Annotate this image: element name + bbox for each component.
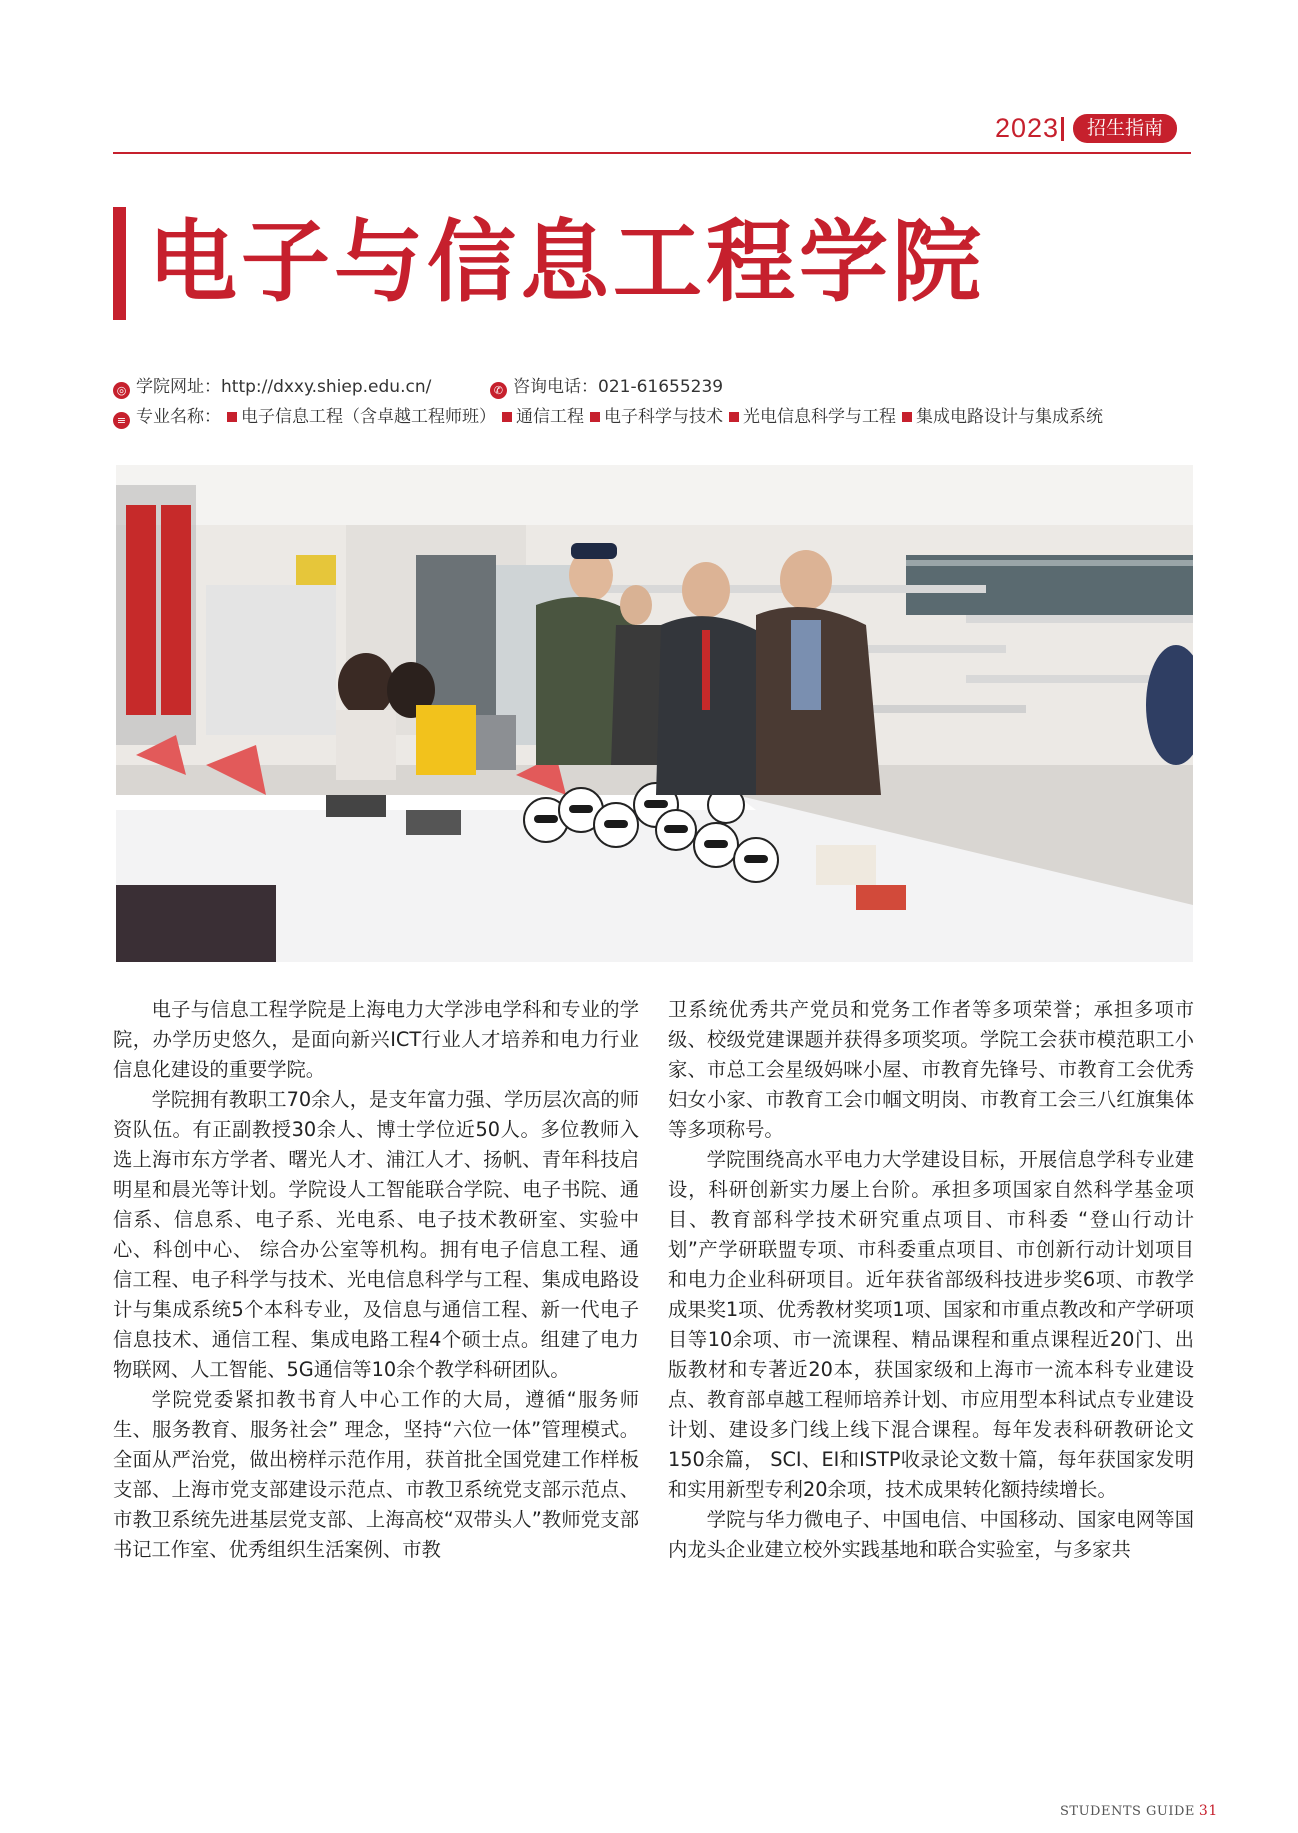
major-item: 电子信息工程（含卓越工程师班） — [241, 407, 496, 427]
footer-label: STUDENTS GUIDE — [1060, 1804, 1195, 1819]
page-title: 电子与信息工程学院 — [148, 209, 985, 314]
page-number: 31 — [1198, 1803, 1218, 1819]
major-item: 电子科学与技术 — [604, 407, 723, 427]
header-rule — [113, 152, 1191, 154]
bullet-square — [902, 412, 912, 422]
page-footer — [1060, 1803, 1218, 1819]
paragraph-5: 学院与华力微电子、中国电信、中国移动、国家电网等国内龙头企业建立校外实践基地和联合实验室，与多家共 — [668, 1508, 1194, 1561]
phone-number: 021-61655239 — [598, 377, 724, 397]
website-label: 学院网址： — [136, 377, 221, 397]
majors-line — [113, 405, 1103, 429]
bullet-square — [729, 412, 739, 422]
header-badge: 招生指南 — [1073, 114, 1177, 143]
majors-label: 专业名称： — [136, 407, 221, 427]
phone-icon: ✆ — [490, 382, 507, 399]
body-column-left — [113, 995, 639, 1565]
bullet-square — [590, 412, 600, 422]
major-item: 光电信息科学与工程 — [743, 407, 896, 427]
bullet-square — [227, 412, 237, 422]
paragraph-3-continued: 卫系统优秀共产党员和党务工作者等多项荣誉；承担多项市级、校级党建课题并获得多项奖项。学院工会获市模范职工小家、市总工会星级妈咪小屋、市教育先锋号、市教育工会优秀妇女小家、市教育工会巾帼文明岗、市教育工会三八红旗集体等多项称号。 — [668, 998, 1194, 1141]
paragraph-1: 电子与信息工程学院是上海电力大学涉电学科和专业的学院，办学历史悠久，是面向新兴ICT行业人才培养和电力行业信息化建设的重要学院。 — [113, 998, 639, 1081]
website-line — [113, 375, 431, 399]
major-item: 通信工程 — [516, 407, 584, 427]
list-icon: ≡ — [113, 412, 130, 429]
paragraph-2: 学院拥有教职工70余人，是支年富力强、学历层次高的师资队伍。有正副教授30余人、博士学位近50人。多位教师入选上海市东方学者、曙光人才、浦江人才、扬帆、青年科技启明星和晨光等计划。学院设人工智能联合学院、电子书院、通信系、信息系、电子系、光电系、电子技术教研室、实验中心、科创中心、 综合办公室等机构。拥有电子信息工程、通信工程、电子科学与技术、光电信息科学与工程、集成电路设计与集成系统5个本科专业，及信息与通信工程、新一代电子信息技术、通信工程、集成电路工程4个硕士点。组建了电力物联网、人工智能、5G通信等10余个教学科研团队。 — [113, 1088, 639, 1381]
bullet-square — [502, 412, 512, 422]
header-year: 2023 — [995, 113, 1060, 143]
phone-line — [490, 375, 723, 399]
website-link[interactable]: http://dxxy.shiep.edu.cn/ — [221, 377, 432, 397]
phone-label: 咨询电话： — [513, 377, 598, 397]
title-accent-bar — [113, 207, 126, 320]
paragraph-4: 学院围绕高水平电力大学建设目标，开展信息学科专业建设，科研创新实力屡上台阶。承担多项国家自然科学基金项目、教育部科学技术研究重点项目、市科委 “登山行动计划”产学研联盟专项、市科委重点项目、市创新行动计划项目和电力企业科研项目。近年获省部级科技进步奖6项、市教学成果奖1项、优秀教材奖项1项、国家和市重点教改和产学研项目等10余项、市一流课程、精品课程和重点课程近20门、出版教材和专著近20本，获国家级和上海市一流本科专业建设点、教育部卓越工程师培养计划、市应用型本科试点专业建设计划、建设多门线上线下混合课程。每年发表科研教研论文150余篇， SCI、EI和ISTP收录论文数十篇，每年获国家发明和实用新型专利20余项，技术成果转化额持续增长。 — [668, 1148, 1194, 1501]
body-column-right — [668, 995, 1194, 1565]
header-separator — [1061, 117, 1064, 141]
globe-icon: ◎ — [113, 382, 130, 399]
paragraph-3: 学院党委紧扣教书育人中心工作的大局，遵循“服务师生、服务教育、服务社会” 理念，坚持“六位一体”管理模式。全面从严治党，做出榜样示范作用，获首批全国党建工作样板支部、上海市党支部建设示范点、市教卫系统党支部示范点、市教卫系统先进基层党支部、上海高校“双带头人”教师党支部书记工作室、优秀组织生活案例、市教 — [113, 1388, 639, 1561]
lab-photo — [116, 465, 1193, 962]
major-item: 集成电路设计与集成系统 — [916, 407, 1103, 427]
